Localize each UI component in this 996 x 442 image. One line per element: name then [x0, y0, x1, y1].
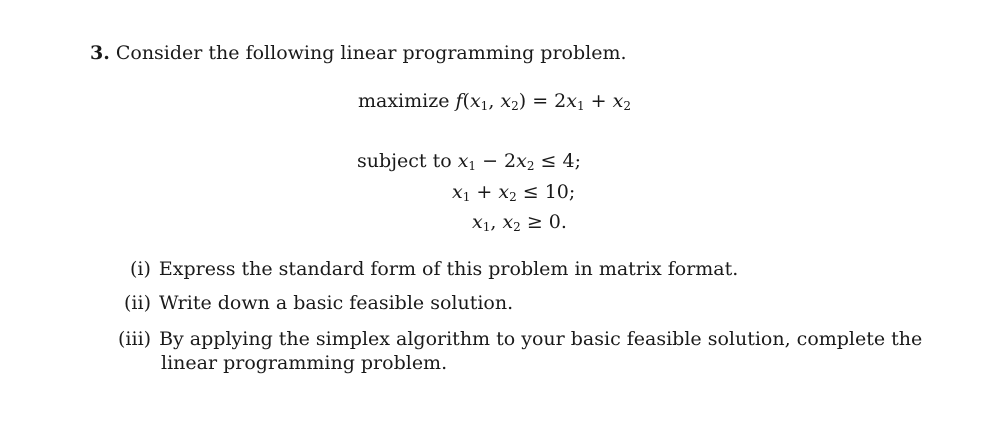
c3-relation: ≥ 0.: [520, 211, 567, 233]
var-x2: x: [500, 90, 512, 112]
plus-sign: +: [584, 90, 613, 112]
part-i-text: Express the standard form of this problem in matrix format.: [158, 258, 739, 280]
constraint-2: [452, 181, 575, 204]
c3-var-b: x: [502, 211, 514, 233]
part-ii-text: Write down a basic feasible solution.: [158, 292, 514, 314]
function-symbol: f: [455, 90, 463, 112]
c2-var-b: x: [498, 181, 510, 203]
c3-var-a: x: [472, 211, 483, 233]
part-iii-label: (iii): [118, 328, 152, 350]
c2-operator: +: [470, 181, 499, 203]
c3-operator: ,: [490, 211, 503, 233]
objective-keyword: maximize: [358, 90, 450, 112]
part-ii-label: (ii): [124, 292, 151, 314]
rhs-x2-subscript: 2: [623, 99, 631, 113]
constraints-keyword: subject to: [357, 150, 452, 172]
c3-var-b-subscript: 2: [513, 220, 521, 234]
rhs-x1-subscript: 1: [577, 99, 585, 113]
equals-coefficient: = 2: [526, 90, 567, 112]
comma: ,: [488, 90, 501, 112]
c2-var-b-subscript: 2: [509, 190, 517, 204]
constraint-3: [472, 211, 567, 234]
c2-var-a-subscript: 1: [462, 190, 471, 204]
part-iii: [118, 328, 922, 350]
question-number: 3.: [90, 42, 110, 64]
c2-var-a: x: [452, 181, 463, 203]
var-x1-subscript: 1: [480, 99, 489, 113]
c1-var-a-subscript: 1: [468, 159, 477, 173]
part-ii: [124, 292, 513, 314]
constraint-1: [357, 150, 581, 173]
c1-var-b-subscript: 2: [526, 159, 535, 173]
part-iii-continuation: [161, 352, 447, 374]
question-heading: [90, 42, 627, 64]
part-iii-continuation-text: linear programming problem.: [161, 352, 448, 374]
open-paren: (: [462, 90, 470, 112]
rhs-x1: x: [566, 90, 577, 112]
part-i: [130, 258, 738, 280]
part-iii-text: By applying the simplex algorithm to your basic feasible solution, complete the: [159, 328, 923, 350]
c3-var-a-subscript: 1: [482, 220, 491, 234]
close-paren: ): [518, 90, 527, 112]
c1-var-a: x: [457, 150, 469, 172]
var-x2-subscript: 2: [511, 99, 519, 113]
c1-operator: − 2: [476, 150, 517, 172]
var-x1: x: [469, 90, 481, 112]
c1-relation: ≤ 4;: [534, 150, 581, 172]
question-intro: Consider the following linear programming problem.: [115, 42, 627, 64]
rhs-x2: x: [612, 90, 624, 112]
c2-relation: ≤ 10;: [516, 181, 576, 203]
c1-var-b: x: [516, 150, 527, 172]
part-i-label: (i): [130, 258, 151, 280]
objective-function: [358, 90, 631, 113]
